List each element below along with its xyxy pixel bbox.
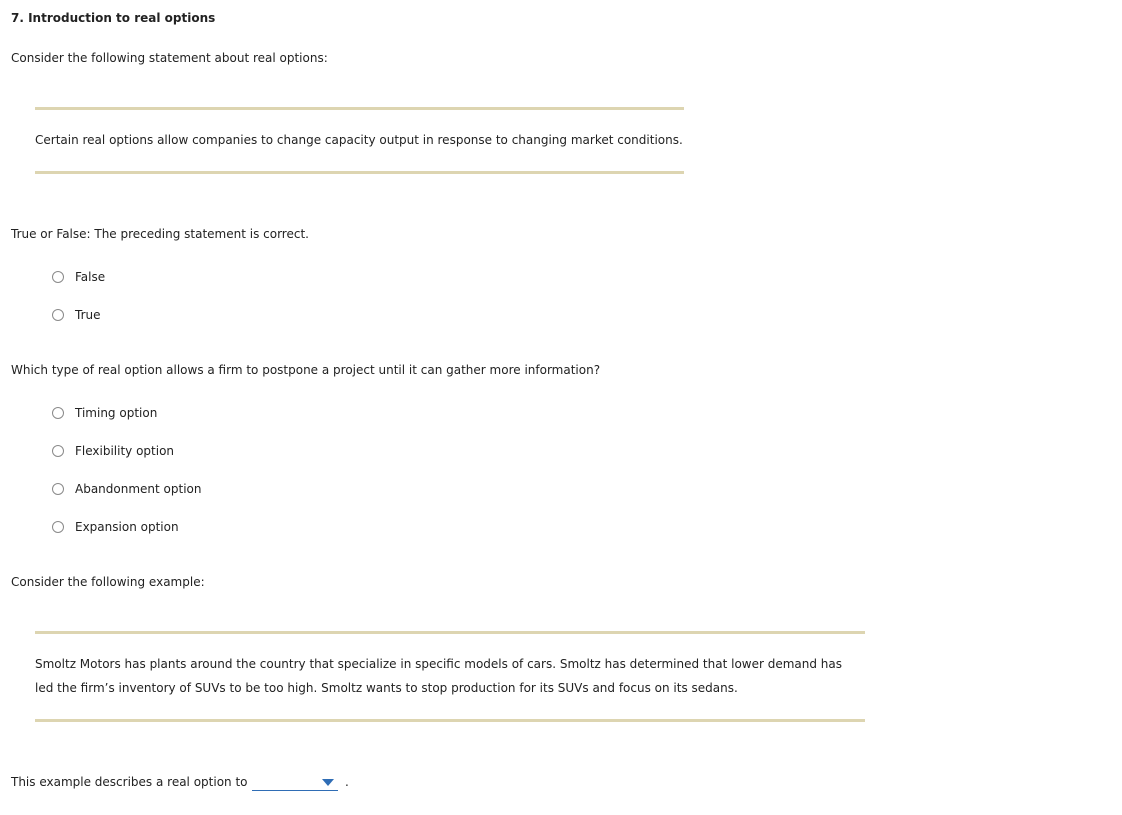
example-intro: Consider the following example:: [11, 575, 205, 589]
option-expansion-label[interactable]: Expansion option: [75, 520, 179, 534]
statement-text: Certain real options allow companies to change capacity output in response to changing market conditions.: [35, 133, 683, 147]
radio-expansion[interactable]: [52, 521, 64, 533]
statement-bottom-rule: [35, 171, 684, 174]
example-text-line-1: Smoltz Motors has plants around the country that specialize in specific models of cars. Smoltz has determined that lower demand has: [35, 657, 843, 671]
question-title: 7. Introduction to real options: [11, 11, 216, 25]
real-option-dropdown[interactable]: [252, 774, 338, 791]
true-false-prompt: True or False: The preceding statement is correct.: [11, 227, 309, 241]
option-abandonment-label[interactable]: Abandonment option: [75, 482, 202, 496]
option-type-prompt: Which type of real option allows a firm to postpone a project until it can gather more information?: [11, 363, 601, 377]
example-top-rule: [35, 631, 865, 634]
chevron-down-icon[interactable]: [322, 779, 334, 786]
statement-intro: Consider the following statement about real options:: [11, 51, 328, 65]
radio-flexibility[interactable]: [52, 445, 64, 457]
option-flexibility-label[interactable]: Flexibility option: [75, 444, 175, 458]
option-true-label[interactable]: True: [75, 308, 101, 322]
radio-abandonment[interactable]: [52, 483, 64, 495]
radio-false[interactable]: [52, 271, 64, 283]
radio-true[interactable]: [52, 309, 64, 321]
final-period: .: [345, 775, 349, 789]
option-false-label[interactable]: False: [75, 270, 106, 284]
example-bottom-rule: [35, 719, 865, 722]
option-timing-label[interactable]: Timing option: [75, 406, 158, 420]
example-text-line-2: led the firm’s inventory of SUVs to be too high. Smoltz wants to stop production for its SUVs and focus on its sedans.: [35, 681, 738, 695]
statement-top-rule: [35, 107, 684, 110]
final-prompt: This example describes a real option to: [11, 775, 248, 789]
radio-timing[interactable]: [52, 407, 64, 419]
